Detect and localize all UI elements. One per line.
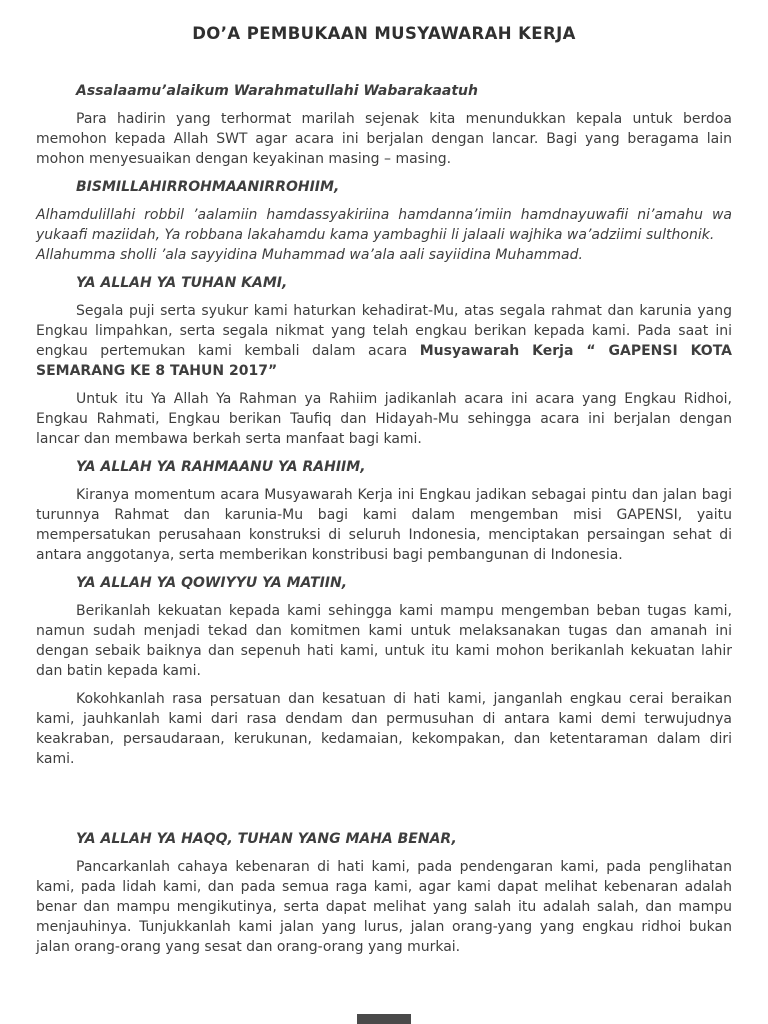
paragraph-segala-puji [36, 301, 732, 381]
paragraph-shalawat: Allahumma sholli ’ala sayyidina Muhammad wa’ala aali sayiidina Muhammad. [36, 247, 583, 263]
heading-ya-allah-ya-tuhan-kami: YA ALLAH YA TUHAN KAMI, [76, 275, 288, 291]
document-title: DO’A PEMBUKAAN MUSYAWARAH KERJA [192, 24, 576, 43]
text-run-bold: Musyawarah Kerja “ GAPENSI KOTA SEMARANG KE 8 TAHUN 2017” [36, 343, 733, 379]
paragraph-berikanlah-kekuatan: Berikanlah kekuatan kepada kami sehingga kami mampu mengemban beban tugas kami, namun sudah menjadi tekad dan komitmen kami untuk melaksanakan tugas dan amanah ini dengan sebaik baiknya dan sepenuh hati kami, untuk itu kami mohon berikanlah kekuatan lahir dan batin kepada kami. [36, 603, 732, 679]
heading-ya-allah-ya-qowiyyu: YA ALLAH YA QOWIYYU YA MATIIN, [76, 575, 348, 591]
paragraph-opening: Para hadirin yang terhormat marilah sejenak kita menundukkan kepala untuk berdoa memohon kepada Allah SWT agar acara ini berjalan dengan lancar. Bagi yang beragama lain mohon menyesuaikan dengan keyakinan masing – masing. [36, 111, 732, 167]
paragraph-pancarkanlah: Pancarkanlah cahaya kebenaran di hati kami, pada pendengaran kami, pada penglihatan kami, pada lidah kami, dan pada semua raga kami, agar kami dapat melihat kebenaran adalah benar dan mampu mengikutinya, serta dapat melihat yang salah itu adalah salah, dan mampu menjauhinya. Tunjukkanlah kami jalan yang lurus, jalan orang-yang yang engkau ridhoi bukan jalan orang-orang yang sesat dan orang-orang yang murkai. [36, 859, 732, 955]
paragraph-arabic-transliteration: Alhamdulillahi robbil ’aalamiin hamdassyakiriina hamdanna’imiin hamdnayuwafii ni’amahu wa yukaafi maziidah, Ya robbana lakahamdu kama yambaghii li jalaali wajhika wa’adziimi sulthonik. [36, 207, 732, 243]
next-page-preview-bar [357, 1014, 411, 1024]
text-run-normal: Segala puji serta syukur kami haturkan kehadirat-Mu, atas segala rahmat dan karunia yang Engkau limpahkan, serta segala nikmat yang telah engkau berikan kepada kami. Pada saat ini engkau pertemukan kami kembali dalam acara [36, 303, 732, 359]
paragraph-salutation: Assalaamu’alaikum Warahmatullahi Wabarakaatuh [76, 83, 478, 99]
heading-ya-allah-ya-rahmaanu: YA ALLAH YA RAHMAANU YA RAHIIM, [76, 459, 366, 475]
heading-ya-allah-ya-haqq: YA ALLAH YA HAQQ, TUHAN YANG MAHA BENAR, [76, 831, 457, 847]
heading-bismillah: BISMILLAHIRROHMAANIRROHIIM, [76, 179, 340, 195]
paragraph-kiranya-momentum: Kiranya momentum acara Musyawarah Kerja ini Engkau jadikan sebagai pintu dan jalan bagi turunnya Rahmat dan karunia-Mu bagi kami dalam mengemban misi GAPENSI, yaitu mempersatukan perusahaan konstruksi di seluruh Indonesia, menciptakan persaingan sehat di antara anggotanya, serta memberikan konstribusi bagi pembangunan di Indonesia. [36, 487, 732, 563]
blank-gap [36, 777, 732, 829]
paragraph-untuk-itu: Untuk itu Ya Allah Ya Rahman ya Rahiim jadikanlah acara ini acara yang Engkau Ridhoi, Engkau Rahmati, Engkau berikan Taufiq dan Hidayah-Mu sehingga acara ini berjalan dengan lancar dan membawa berkah serta manfaat bagi kami. [36, 391, 732, 447]
paragraph-kokohkanlah: Kokohkanlah rasa persatuan dan kesatuan di hati kami, janganlah engkau cerai beraikan kami, jauhkanlah kami dari rasa dendam dan permusuhan di antara kami demi terwujudnya keakraban, persaudaraan, kerukunan, kedamaian, kekompakan, dan ketentaraman dalam diri kami. [36, 691, 732, 767]
